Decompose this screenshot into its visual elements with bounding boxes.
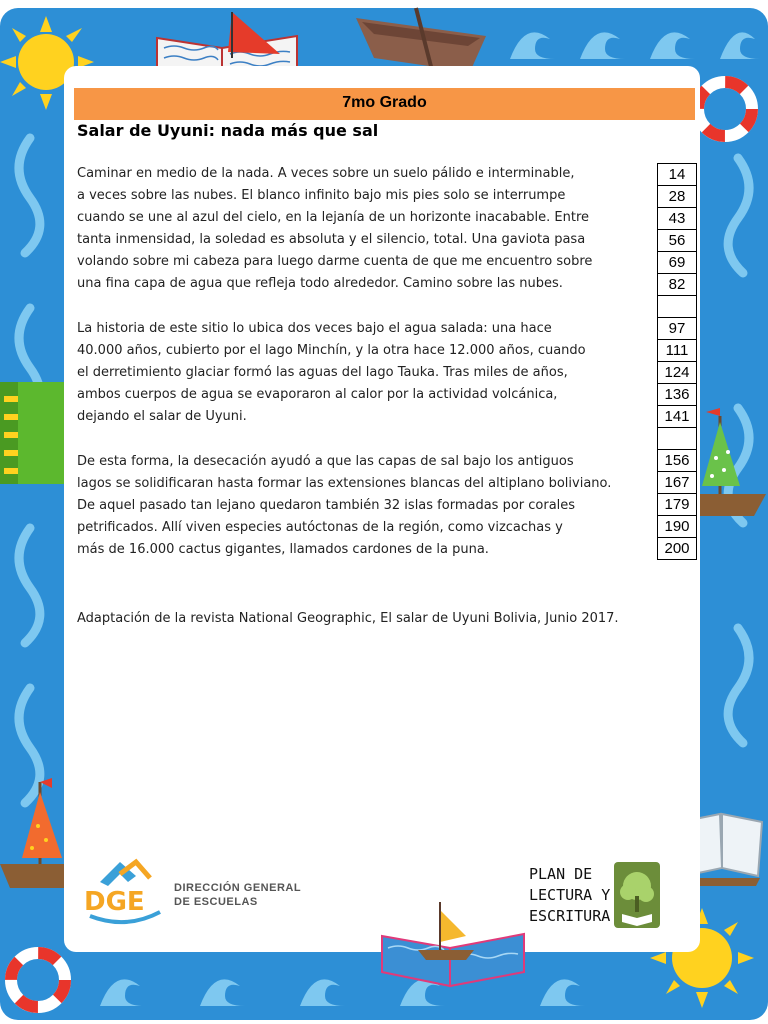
- word-count-cell: 111: [657, 340, 697, 362]
- dge-name-line: DE ESCUELAS: [174, 896, 258, 908]
- text-line: De aquel pasado tan lejano quedaron también 32 islas formadas por corales: [77, 498, 576, 513]
- plan-logo-line: ESCRITURA: [529, 907, 611, 925]
- article-title: Salar de Uyuni: nada más que sal: [77, 121, 379, 140]
- plan-logo-line: LECTURA Y: [529, 886, 611, 904]
- lifebuoy-icon: [2, 944, 74, 1016]
- wave-icon: [0, 128, 60, 868]
- text-line: La historia de este sitio lo ubica dos veces bajo el agua salada: una hace: [77, 321, 552, 336]
- text-line: una fina capa de agua que refleja todo alrededor. Camino sobre las nubes.: [77, 276, 563, 291]
- word-count-cell: 69: [657, 252, 697, 274]
- word-count-cell: 200: [657, 538, 697, 560]
- word-count-cell: 156: [657, 450, 697, 472]
- word-count-cell: 97: [657, 318, 697, 340]
- word-count-cell: 179: [657, 494, 697, 516]
- paragraph-3: [77, 451, 637, 561]
- word-count-cell: 190: [657, 516, 697, 538]
- word-count-spacer: [657, 428, 697, 450]
- open-book-icon: [378, 896, 528, 988]
- source-citation: Adaptación de la revista National Geographic, El salar de Uyuni Bolivia, Junio 2017.: [77, 611, 619, 626]
- word-count-column: [657, 163, 697, 560]
- text-line: volando sobre mi cabeza para luego darme cuenta de que me encuentro sobre: [77, 254, 593, 269]
- text-line: a veces sobre las nubes. El blanco infinito bajo mis pies solo se interrumpe: [77, 188, 566, 203]
- dge-name-line: DIRECCIÓN GENERAL: [174, 882, 302, 894]
- word-count-cell: 28: [657, 186, 697, 208]
- plan-logo-line: PLAN DE: [529, 865, 593, 883]
- word-count-cell: 124: [657, 362, 697, 384]
- dge-name: [174, 881, 301, 909]
- text-line: petrificados. Allí viven especies autóctonas de la región, como vizcachas y: [77, 520, 563, 535]
- word-count-cell: 14: [657, 164, 697, 186]
- text-line: ambos cuerpos de agua se evaporaron al calor por la actividad volcánica,: [77, 387, 558, 402]
- word-count-cell: 82: [657, 274, 697, 296]
- plan-lectura-logo-text: [529, 864, 610, 927]
- text-line: lagos se solidificaran hasta formar las extensiones blancas del altiplano boliviano.: [77, 476, 612, 491]
- text-line: cuando se une al azul del cielo, en la lejanía de un horizonte inacabable. Entre: [77, 210, 589, 225]
- word-count-cell: 136: [657, 384, 697, 406]
- dge-logo: [80, 856, 170, 930]
- word-count-spacer: [657, 296, 697, 318]
- text-line: tanta inmensidad, la soledad es absoluta y el silencio, total. Una gaviota pasa: [77, 232, 586, 247]
- paragraph-1: [77, 163, 637, 295]
- text-line: Caminar en medio de la nada. A veces sobre un suelo pálido e interminable,: [77, 166, 575, 181]
- word-count-cell: 43: [657, 208, 697, 230]
- grade-banner: 7mo Grado: [74, 88, 695, 120]
- text-line: el derretimiento glaciar formó las aguas del lago Tauka. Tras miles de años,: [77, 365, 568, 380]
- text-line: más de 16.000 cactus gigantes, llamados cardones de la puna.: [77, 542, 489, 557]
- wave-icon: [90, 956, 650, 1012]
- dge-logo-text: DGE: [84, 887, 145, 917]
- text-line: 40.000 años, cubierto por el lago Minchín, y la otra hace 12.000 años, cuando: [77, 343, 586, 358]
- text-line: De esta forma, la desecación ayudó a que las capas de sal bajo los antiguos: [77, 454, 574, 469]
- lifebuoy-icon: [690, 74, 760, 144]
- tree-book-icon: [614, 862, 660, 928]
- word-count-cell: 141: [657, 406, 697, 428]
- word-count-cell: 56: [657, 230, 697, 252]
- worksheet-content: [64, 66, 700, 952]
- wave-icon: [500, 14, 760, 64]
- paragraph-2: [77, 318, 637, 428]
- text-line: dejando el salar de Uyuni.: [77, 409, 247, 424]
- word-count-cell: 167: [657, 472, 697, 494]
